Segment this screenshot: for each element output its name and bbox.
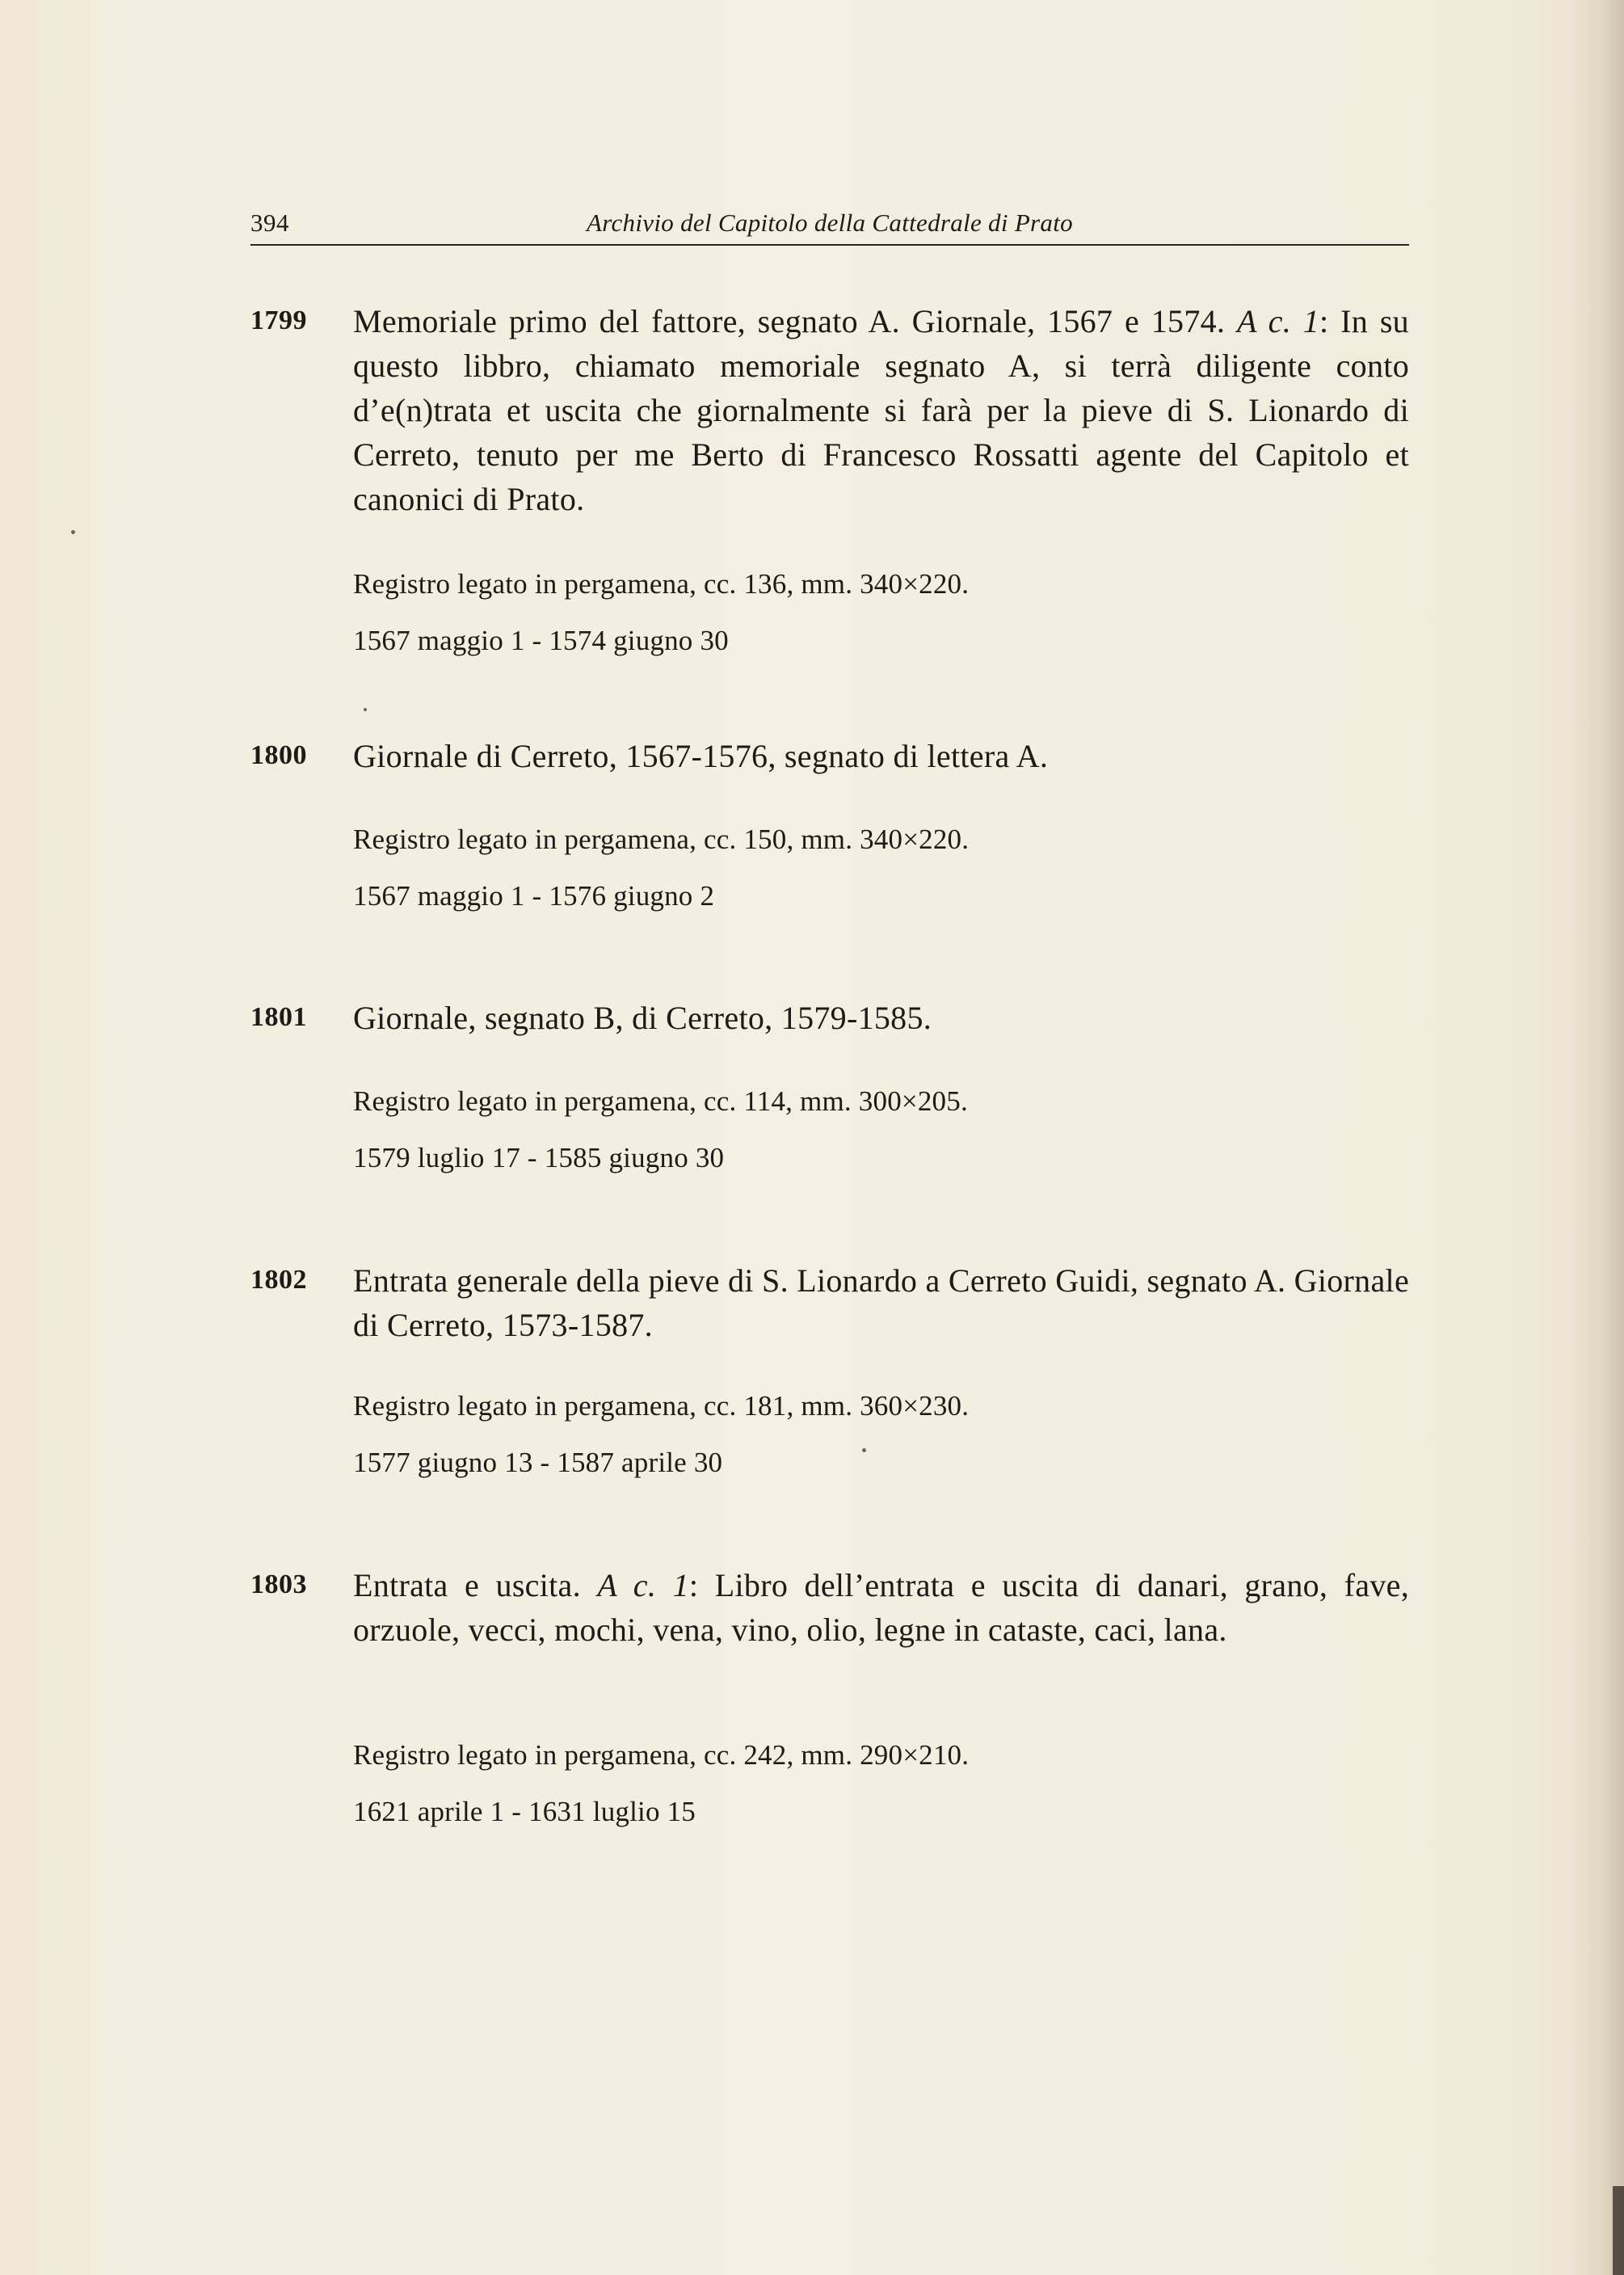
entry-description: Registro legato in pergamena, cc. 181, mm. 360×230. [353, 1390, 970, 1422]
entry-dates: 1567 maggio 1 - 1576 giugno 2 [353, 880, 715, 912]
entry-number: 1801 [250, 1002, 307, 1032]
entry-title [353, 299, 1409, 521]
entry-title: Entrata generale della pieve di S. Lionardo a Cerreto Guidi, segnato A. Giornale di Cerreto, 1573-1587. [353, 1262, 1409, 1343]
entry-number: 1803 [250, 1569, 307, 1599]
entry-number: 1800 [250, 740, 307, 770]
entry-dates: 1567 maggio 1 - 1574 giugno 30 [353, 625, 729, 656]
entry-description: Registro legato in pergamena, cc. 242, mm. 290×210. [353, 1739, 970, 1771]
running-header [250, 204, 1409, 246]
entry-title-main: Entrata e uscita. [353, 1567, 598, 1603]
entry-description: Registro legato in pergamena, cc. 114, mm. 300×205. [353, 1085, 968, 1117]
paper-speck [71, 530, 75, 534]
entry-title-italic: A c. 1 [597, 1567, 689, 1603]
entry-title-rest: : In su questo libbro, chiamato memoriale segnato A, si terrà diligente conto d’e(n)trata et uscita che giornalmente si farà per la pieve di S. Lionardo di Cerreto, tenuto per me Berto di Francesco Rossatti agente del Capitolo et canonici di Prato. [353, 303, 1409, 517]
entry-title [353, 1563, 1409, 1652]
entry-title: Giornale di Cerreto, 1567-1576, segnato di lettera A. [353, 738, 1049, 774]
entry-number: 1799 [250, 305, 307, 335]
running-title: Archivio del Capitolo della Cattedrale di Prato [587, 209, 1073, 237]
paper-speck [364, 708, 367, 711]
entry-title-rest: : Libro dell’entrata e uscita di danari, grano, fave, orzuole, vecci, mochi, vena, vino, olio, legne in cataste, caci, lana. [353, 1567, 1409, 1648]
page-corner-mark [1613, 2186, 1624, 2275]
entry-dates: 1577 giugno 13 - 1587 aprile 30 [353, 1447, 723, 1478]
entry-title-main: Memoriale primo del fattore, segnato A. Giornale, 1567 e 1574. [353, 303, 1237, 339]
entry-number: 1802 [250, 1265, 307, 1295]
entry-description: Registro legato in pergamena, cc. 136, mm. 340×220. [353, 568, 970, 600]
entry-title-italic: A c. 1 [1236, 303, 1320, 339]
entry-dates: 1621 aprile 1 - 1631 luglio 15 [353, 1796, 696, 1827]
page-edge-shadow [1567, 0, 1624, 2275]
entry-dates: 1579 luglio 17 - 1585 giugno 30 [353, 1142, 725, 1173]
entry-title: Giornale, segnato B, di Cerreto, 1579-1585. [353, 1000, 932, 1036]
entry-description: Registro legato in pergamena, cc. 150, mm. 340×220. [353, 824, 970, 855]
page-number: 394 [250, 209, 289, 237]
